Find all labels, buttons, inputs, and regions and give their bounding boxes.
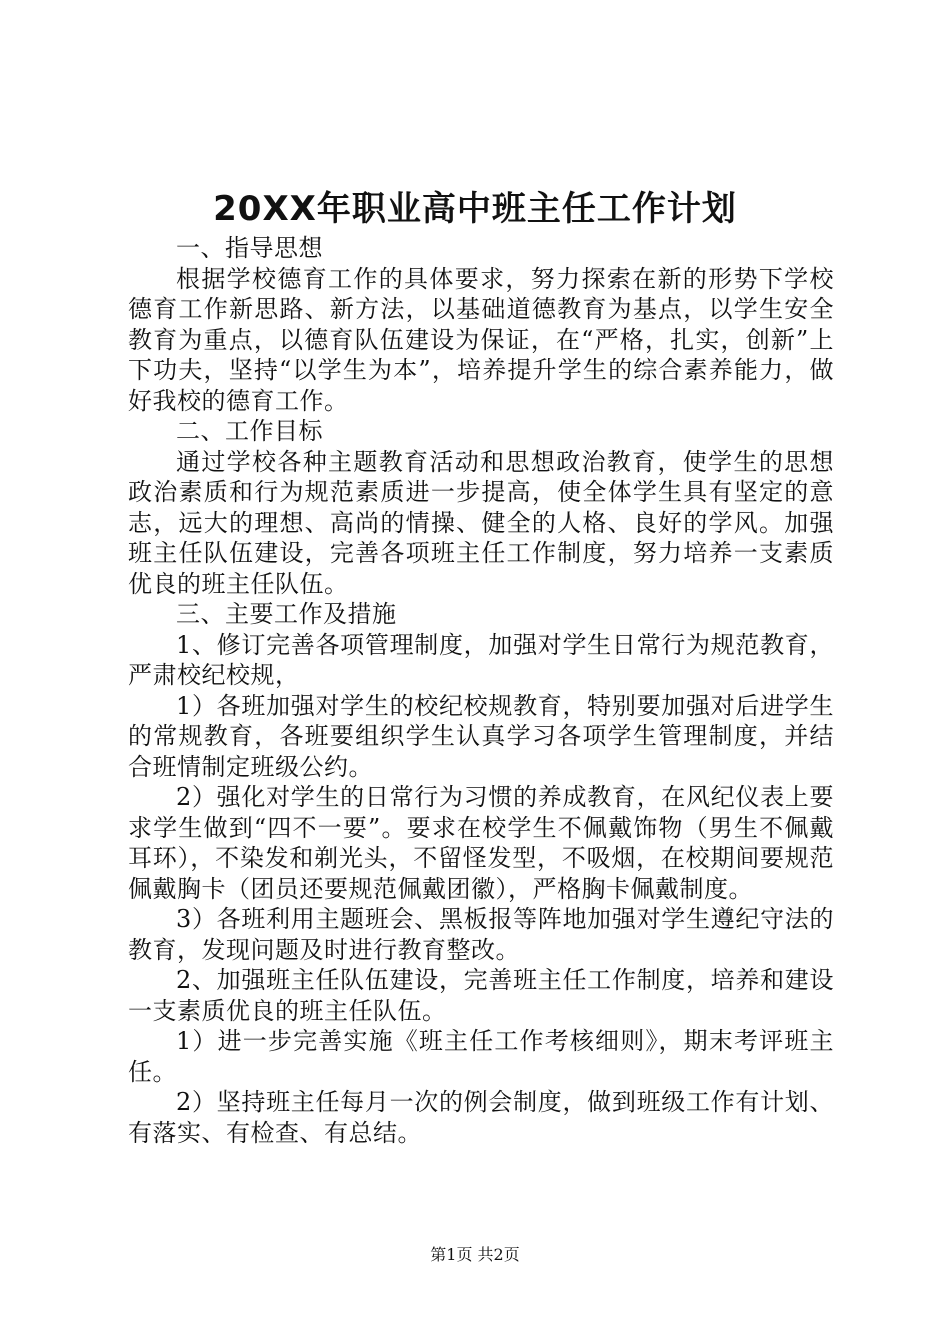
paragraph: 1）进一步完善实施《班主任工作考核细则》，期末考评班主任。 [128,1027,834,1086]
paragraph: 通过学校各种主题教育活动和思想政治教育，使学生的思想政治素质和行为规范素质进一步提高，使全体学生具有坚定的意志，远大的理想、高尚的情操、健全的人格、良好的学风。加强班主任队伍建设，完善各项班主任工作制度，努力培养一支素质优良的班主任队伍。 [128,447,834,598]
document-body [128,233,834,1148]
paragraph: 1、修订完善各项管理制度，加强对学生日常行为规范教育，严肃校纪校规， [128,630,834,689]
section-heading: 一、指导思想 [176,234,323,262]
paragraph: 根据学校德育工作的具体要求，努力探索在新的形势下学校德育工作新思路、新方法，以基础道德教育为基点，以学生安全教育为重点，以德育队伍建设为保证，在“严格，扎实，创新”上下功夫，坚持“以学生为本”，培养提升学生的综合素养能力，做好我校的德育工作。 [128,264,834,415]
section-heading: 三、主要工作及措施 [176,600,397,628]
paragraph: 2）强化对学生的日常行为习惯的养成教育，在风纪仪表上要求学生做到“四不一要”。要求在校学生不佩戴饰物（男生不佩戴耳环），不染发和剃光头，不留怪发型，不吸烟，在校期间要规范佩戴胸卡（团员还要规范佩戴团徽），严格胸卡佩戴制度。 [128,783,834,903]
section-heading: 二、工作目标 [176,417,323,445]
paragraph: 2）坚持班主任每月一次的例会制度，做到班级工作有计划、有落实、有检查、有总结。 [128,1088,834,1147]
paragraph: 1）各班加强对学生的校纪校规教育，特别要加强对后进学生的常规教育，各班要组织学生认真学习各项学生管理制度，并结合班情制定班级公约。 [128,691,834,781]
page-number-footer: 第1页 共2页 [430,1245,520,1264]
document-title: 20XX年职业高中班主任工作计划 [213,189,737,229]
paragraph: 2、加强班主任队伍建设，完善班主任工作制度，培养和建设一支素质优良的班主任队伍。 [128,966,834,1025]
paragraph: 3）各班利用主题班会、黑板报等阵地加强对学生遵纪守法的教育，发现问题及时进行教育整改。 [128,905,834,964]
